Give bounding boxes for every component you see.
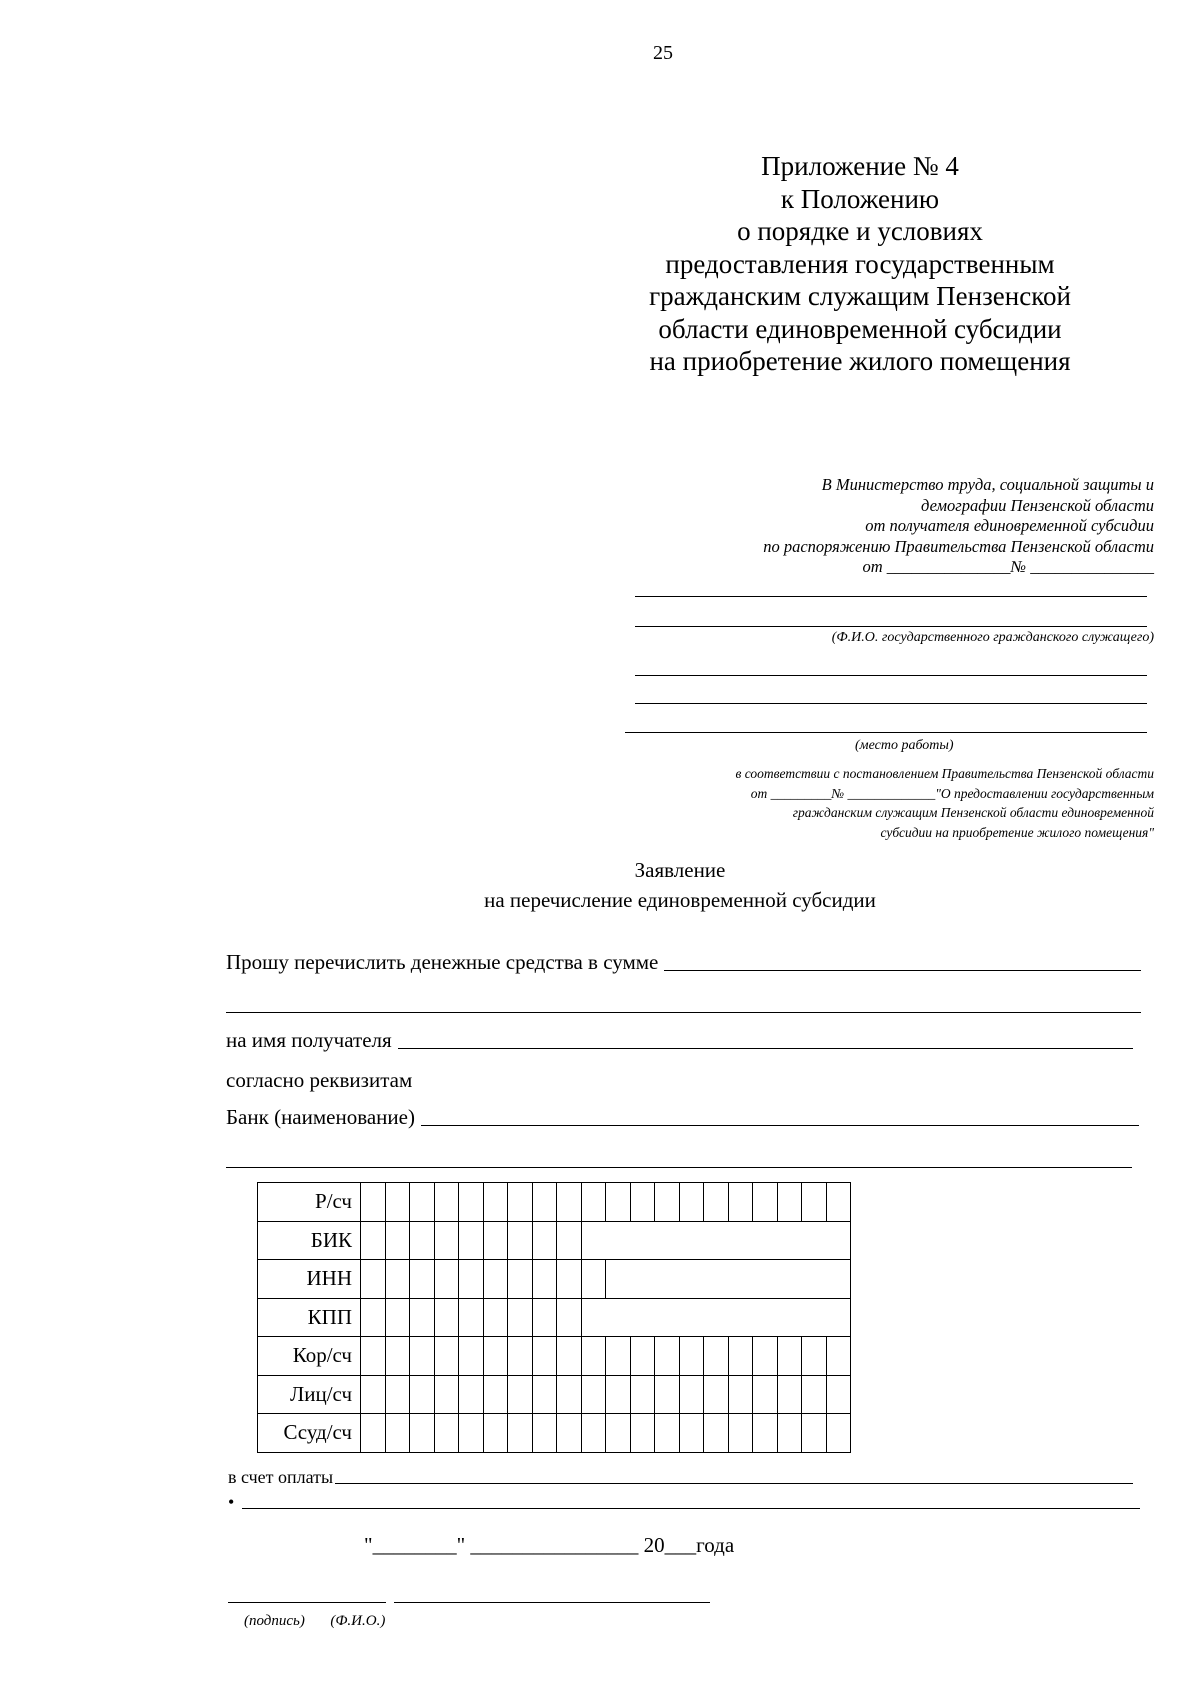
amount-label: Прошу перечислить денежные средства в сумме (226, 950, 659, 974)
appendix-line: к Положению (780, 183, 940, 214)
requisites-row (258, 1260, 851, 1299)
digit-cell[interactable] (557, 1260, 582, 1299)
digit-cell[interactable] (532, 1183, 557, 1222)
digit-cell[interactable] (508, 1298, 533, 1337)
requisites-row (258, 1221, 851, 1260)
requisites-row (258, 1414, 851, 1453)
digit-cell[interactable] (630, 1414, 655, 1453)
digit-cell[interactable] (777, 1183, 802, 1222)
digit-cell[interactable] (606, 1337, 631, 1376)
digit-cell[interactable] (483, 1414, 508, 1453)
digit-cell[interactable] (802, 1337, 827, 1376)
bank-label: Банк (наименование) (226, 1105, 415, 1129)
digit-cell[interactable] (410, 1221, 435, 1260)
addressee-from-line: от _______________№ _______________ (862, 557, 1154, 576)
digit-cell[interactable] (532, 1414, 557, 1453)
digit-cell[interactable] (581, 1183, 606, 1222)
recipient-field[interactable] (398, 1048, 1133, 1049)
basis-line: субсидии на приобретение жилого помещения" (880, 824, 1154, 840)
digit-cell[interactable] (826, 1337, 851, 1376)
amount-row (226, 950, 1141, 975)
digit-cell[interactable] (483, 1375, 508, 1414)
digit-cell[interactable] (704, 1337, 729, 1376)
requisites-label: Р/сч (258, 1183, 361, 1222)
digit-cell[interactable] (459, 1260, 484, 1299)
requisites-row (226, 1068, 412, 1093)
digit-cell[interactable] (581, 1337, 606, 1376)
digit-cell[interactable] (777, 1414, 802, 1453)
digit-cell[interactable] (630, 1183, 655, 1222)
digit-cell[interactable] (704, 1183, 729, 1222)
digit-cell[interactable] (581, 1414, 606, 1453)
bank-row (226, 1105, 1139, 1130)
digit-cell[interactable] (826, 1414, 851, 1453)
basis-line: в соответствии с постановлением Правительства Пензенской области (735, 766, 1154, 781)
digit-cell[interactable] (410, 1183, 435, 1222)
digit-cell[interactable] (434, 1414, 459, 1453)
digit-cell[interactable] (410, 1414, 435, 1453)
digit-cell[interactable] (679, 1375, 704, 1414)
workplace-field-2[interactable] (635, 703, 1147, 704)
digit-cell[interactable] (434, 1298, 459, 1337)
digit-cell[interactable] (459, 1183, 484, 1222)
payment-field[interactable] (335, 1483, 1133, 1484)
digit-cell[interactable] (410, 1298, 435, 1337)
digit-cell[interactable] (753, 1337, 778, 1376)
digit-cell[interactable] (802, 1375, 827, 1414)
digit-cell[interactable] (557, 1337, 582, 1376)
addressee-line: от получателя единовременной субсидии (865, 516, 1154, 535)
digit-cell[interactable] (606, 1183, 631, 1222)
appendix-header (600, 150, 1120, 378)
requisites-label: Ссуд/сч (258, 1414, 361, 1453)
digit-cell[interactable] (361, 1375, 386, 1414)
digit-cell[interactable] (385, 1337, 410, 1376)
requisites-row (258, 1337, 851, 1376)
digit-cell[interactable] (459, 1298, 484, 1337)
digit-cell[interactable] (581, 1375, 606, 1414)
digit-cell[interactable] (361, 1298, 386, 1337)
signature-field[interactable] (228, 1602, 386, 1603)
digit-cell[interactable] (728, 1375, 753, 1414)
digit-cell[interactable] (802, 1183, 827, 1222)
digit-cell[interactable] (679, 1337, 704, 1376)
digit-cell[interactable] (508, 1221, 533, 1260)
blank-span (581, 1221, 851, 1260)
digit-cell[interactable] (532, 1221, 557, 1260)
digit-cell[interactable] (385, 1414, 410, 1453)
digit-cell[interactable] (557, 1375, 582, 1414)
requisites-label: Лиц/сч (258, 1375, 361, 1414)
basis-line: гражданским служащим Пензенской области единовременной (792, 805, 1154, 820)
digit-cell[interactable] (434, 1337, 459, 1376)
digit-cell[interactable] (459, 1337, 484, 1376)
page-number: 25 (653, 42, 673, 64)
digit-cell[interactable] (532, 1337, 557, 1376)
appendix-line: о порядке и условиях (737, 216, 983, 246)
digit-cell[interactable] (655, 1414, 680, 1453)
fio-field-1[interactable] (635, 596, 1147, 597)
digit-cell[interactable] (728, 1414, 753, 1453)
digit-cell[interactable] (532, 1260, 557, 1299)
digit-cell[interactable] (777, 1375, 802, 1414)
digit-cell[interactable] (606, 1414, 631, 1453)
digit-cell[interactable] (361, 1183, 386, 1222)
bullet-field[interactable] (242, 1508, 1140, 1509)
digit-cell[interactable] (826, 1375, 851, 1414)
digit-cell[interactable] (753, 1183, 778, 1222)
digit-cell[interactable] (557, 1221, 582, 1260)
requisites-label: ИНН (258, 1260, 361, 1299)
digit-cell[interactable] (361, 1260, 386, 1299)
workplace-field-1[interactable] (635, 675, 1147, 676)
digit-cell[interactable] (704, 1414, 729, 1453)
addressee-line: В Министерство труда, социальной защиты и (821, 475, 1154, 494)
digit-cell[interactable] (385, 1298, 410, 1337)
digit-cell[interactable] (728, 1183, 753, 1222)
digit-cell[interactable] (655, 1375, 680, 1414)
document-heading (450, 855, 910, 915)
digit-cell[interactable] (434, 1260, 459, 1299)
digit-cell[interactable] (532, 1375, 557, 1414)
digit-cell[interactable] (459, 1414, 484, 1453)
recipient-row (226, 1028, 1133, 1053)
addressee-line: демографии Пензенской области (921, 495, 1154, 515)
digit-cell[interactable] (361, 1221, 386, 1260)
digit-cell[interactable] (483, 1221, 508, 1260)
requisites-label: КПП (258, 1298, 361, 1337)
digit-cell[interactable] (508, 1414, 533, 1453)
digit-cell[interactable] (557, 1183, 582, 1222)
digit-cell[interactable] (508, 1183, 533, 1222)
requisites-label: БИК (258, 1221, 361, 1260)
digit-cell[interactable] (385, 1221, 410, 1260)
requisites-label: Кор/сч (258, 1337, 361, 1376)
digit-cell[interactable] (410, 1260, 435, 1299)
addressee-block (763, 475, 1154, 578)
digit-cell[interactable] (557, 1414, 582, 1453)
fio-caption: (Ф.И.О. государственного гражданского служащего) (831, 630, 1154, 645)
document-subtitle: на перечисление единовременной субсидии (484, 888, 876, 912)
bullet-row (228, 1492, 1140, 1513)
digit-cell[interactable] (802, 1414, 827, 1453)
digit-cell[interactable] (361, 1414, 386, 1453)
digit-cell[interactable] (508, 1337, 533, 1376)
digit-cell[interactable] (361, 1337, 386, 1376)
digit-cell[interactable] (557, 1298, 582, 1337)
blank-span (606, 1260, 851, 1299)
digit-cell[interactable] (385, 1375, 410, 1414)
digit-cell[interactable] (679, 1183, 704, 1222)
digit-cell[interactable] (410, 1375, 435, 1414)
blank-span (581, 1298, 851, 1337)
addressee-line: по распоряжению Правительства Пензенской области (763, 536, 1154, 556)
digit-cell[interactable] (508, 1375, 533, 1414)
bank-field[interactable] (421, 1125, 1139, 1126)
requisites-label: согласно реквизитам (226, 1068, 413, 1092)
date-line: "________" ________________ 20___года (364, 1533, 735, 1557)
payment-row (228, 1467, 1133, 1488)
digit-cell[interactable] (434, 1221, 459, 1260)
amount-field-continued[interactable] (226, 1012, 1141, 1013)
digit-cell[interactable] (655, 1337, 680, 1376)
digit-cell[interactable] (459, 1375, 484, 1414)
digit-cell[interactable] (753, 1414, 778, 1453)
digit-cell[interactable] (483, 1260, 508, 1299)
digit-cell[interactable] (704, 1375, 729, 1414)
amount-field[interactable] (664, 970, 1141, 971)
digit-cell[interactable] (606, 1375, 631, 1414)
basis-line: от _________№ _____________"О предоставлении государственным (750, 785, 1154, 801)
digit-cell[interactable] (581, 1260, 606, 1299)
digit-cell[interactable] (385, 1183, 410, 1222)
digit-cell[interactable] (385, 1260, 410, 1299)
signature-caption: (подпись) (244, 1613, 305, 1629)
digit-cell[interactable] (483, 1337, 508, 1376)
requisites-table (257, 1182, 851, 1453)
digit-cell[interactable] (753, 1375, 778, 1414)
requisites-row (258, 1298, 851, 1337)
signature-captions (244, 1613, 385, 1630)
digit-cell[interactable] (434, 1183, 459, 1222)
appendix-line: на приобретение жилого помещения (649, 346, 1071, 376)
fio-field-2[interactable] (635, 626, 1147, 627)
requisites-row (258, 1375, 851, 1414)
appendix-line: Приложение № 4 (761, 151, 959, 181)
workplace-caption: (место работы) (855, 738, 954, 753)
digit-cell[interactable] (532, 1298, 557, 1337)
document-title: Заявление (634, 858, 726, 882)
payment-label: в счет оплаты (228, 1467, 334, 1487)
requisites-row (258, 1183, 851, 1222)
appendix-line: гражданским служащим Пензенской (649, 281, 1071, 311)
appendix-line: области единовременной субсидии (658, 313, 1062, 344)
bullet-marker: • (228, 1492, 235, 1512)
digit-cell[interactable] (655, 1183, 680, 1222)
basis-block (736, 764, 1155, 842)
digit-cell[interactable] (508, 1260, 533, 1299)
digit-cell[interactable] (679, 1414, 704, 1453)
recipient-label: на имя получателя (226, 1028, 392, 1052)
bank-field-continued[interactable] (226, 1167, 1132, 1168)
digit-cell[interactable] (483, 1183, 508, 1222)
appendix-line: предоставления государственным (665, 248, 1055, 279)
signature-fio-field[interactable] (394, 1602, 710, 1603)
workplace-field-3[interactable] (625, 732, 1147, 733)
digit-cell[interactable] (483, 1298, 508, 1337)
digit-cell[interactable] (459, 1221, 484, 1260)
digit-cell[interactable] (410, 1337, 435, 1376)
digit-cell[interactable] (630, 1337, 655, 1376)
signature-fio-caption: (Ф.И.О.) (330, 1613, 386, 1629)
digit-cell[interactable] (777, 1337, 802, 1376)
digit-cell[interactable] (630, 1375, 655, 1414)
digit-cell[interactable] (434, 1375, 459, 1414)
digit-cell[interactable] (728, 1337, 753, 1376)
digit-cell[interactable] (826, 1183, 851, 1222)
